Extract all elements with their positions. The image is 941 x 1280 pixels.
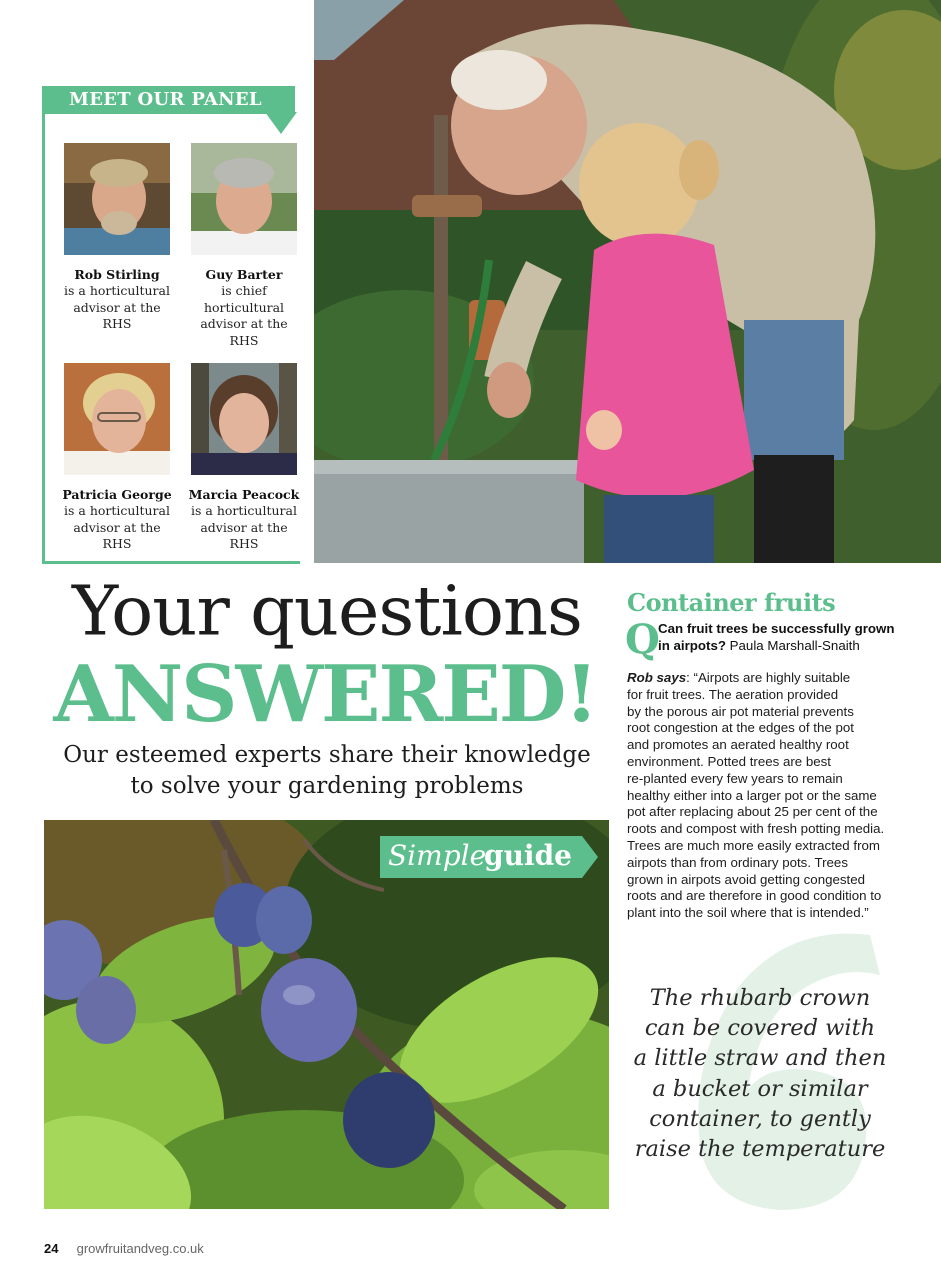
pull-quote-line: raise the temperature: [634, 1136, 886, 1163]
pull-quote-line: a little straw and then: [633, 1045, 887, 1072]
expert-role-line: is a horticultural: [191, 503, 297, 518]
panel-arrow-down-icon: [265, 112, 297, 134]
answer-line: healthy either into a larger pot or the same: [627, 787, 877, 803]
pull-quote-line: a bucket or similar: [652, 1075, 868, 1102]
question-asker: Paula Marshall-Snaith: [729, 637, 860, 653]
answer-line: environment. Potted trees are best: [627, 753, 831, 769]
expert-role-line: RHS: [102, 316, 132, 331]
answer-line: by the porous air pot material prevents: [627, 703, 854, 719]
expert-role-line: advisor at the: [200, 519, 288, 535]
answer-line: Trees are much more easily extracted from: [627, 837, 880, 853]
question-text: [658, 621, 928, 654]
expert-name: Guy Barter: [205, 267, 283, 282]
answer-line: : “Airpots are highly suitable: [686, 670, 851, 685]
question-q-letter: Q: [625, 616, 660, 663]
expert-role-line: is a horticultural: [64, 503, 170, 518]
pull-quote-line: container, to gently: [649, 1105, 871, 1132]
answer-line: plant into the soil where that is intended.”: [627, 905, 869, 921]
expert-portrait-guy-barter: [191, 143, 297, 255]
expert-name: Patricia George: [62, 487, 172, 502]
section-title: Container fruits: [627, 588, 836, 617]
expert-role-line: is chief: [221, 283, 267, 298]
expert-role-line: RHS: [229, 332, 259, 348]
headline-line-1: Your questions: [72, 570, 582, 652]
plum-branch-photo: [44, 820, 609, 1209]
headline-line-2: ANSWERED!: [53, 649, 597, 740]
badge-word-simple: Simple: [388, 839, 487, 872]
page-footer: [44, 1240, 204, 1259]
page-number: 24: [44, 1241, 59, 1256]
expert-role-line: horticultural: [203, 299, 285, 315]
standfirst-line: Our esteemed experts share their knowledge: [63, 742, 591, 768]
badge-arrow-tip-icon: [582, 836, 598, 878]
standfirst: [44, 740, 610, 802]
answer-line: airpots than from ordinary pots. Trees: [627, 854, 848, 870]
expert-name: Marcia Peacock: [188, 487, 300, 502]
pull-quote-line: can be covered with: [644, 1015, 876, 1042]
answer-line: for fruit trees. The aeration provided: [627, 686, 839, 702]
hero-photo-grandfather-and-child: [314, 0, 941, 563]
answer-line: roots and are therefore in good condition to: [627, 888, 882, 904]
expert-name: Rob Stirling: [74, 267, 160, 282]
expert-card-guy-barter: [184, 143, 304, 349]
pull-quote-line: The rhubarb crown: [649, 985, 871, 1011]
question-line: in airpots?: [658, 637, 726, 653]
expert-card-marcia-peacock: [184, 363, 304, 553]
expert-role-line: advisor at the: [200, 316, 288, 331]
answer-body: [627, 670, 907, 922]
footer-url: growfruitandveg.co.uk: [76, 1241, 204, 1256]
expert-role-line: RHS: [102, 536, 132, 551]
answer-line: re-planted every few years to remain: [627, 770, 843, 786]
meet-our-panel-box: [42, 86, 300, 564]
expert-portrait-rob-stirling: [64, 143, 170, 255]
answer-line: and promotes an aerated healthy root: [627, 737, 849, 753]
expert-role-line: advisor at the: [73, 519, 161, 535]
answer-author: Rob says: [627, 670, 687, 685]
question-line: Can fruit trees be successfully grown: [658, 621, 895, 636]
badge-word-guide: guide: [484, 839, 572, 872]
panel-heading: MEET OUR PANEL: [42, 86, 295, 114]
answer-line: root congestion at the edges of the pot: [627, 720, 854, 736]
expert-role-line: is a horticultural: [64, 283, 170, 298]
expert-card-rob-stirling: [57, 143, 177, 333]
standfirst-line: to solve your gardening problems: [130, 773, 524, 799]
expert-portrait-marcia-peacock: [191, 363, 297, 475]
expert-role-line: RHS: [229, 536, 259, 551]
answer-line: pot after replacing about 25 per cent of the: [627, 804, 878, 820]
answer-line: grown in airpots avoid getting congested: [627, 871, 866, 887]
simple-guide-badge: [380, 836, 582, 878]
expert-portrait-patricia-george: [64, 363, 170, 475]
answer-line: roots and compost with fresh potting media.: [627, 821, 885, 837]
expert-role-line: advisor at the: [73, 299, 161, 315]
expert-card-patricia-george: [57, 363, 177, 553]
pull-quote: [625, 983, 895, 1164]
